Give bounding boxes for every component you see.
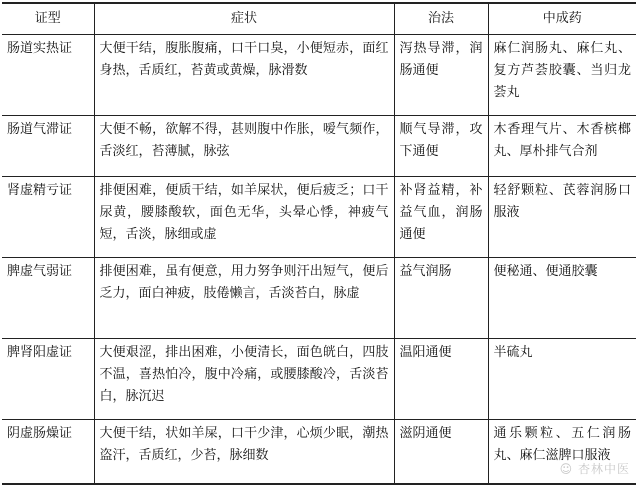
cell-syndrome-type: 肠道气滞证 — [2, 115, 94, 176]
cell-treatment: 温阳通便 — [394, 338, 488, 419]
cell-treatment: 顺气导滞，攻下通便 — [394, 115, 488, 176]
cell-syndrome-type: 脾肾阳虚证 — [2, 338, 94, 419]
header-medicine: 中成药 — [488, 3, 636, 35]
table-row — [2, 419, 636, 484]
table-row — [2, 35, 636, 116]
cell-syndrome-type: 肠道实热证 — [2, 35, 94, 116]
cell-treatment: 滋阴通便 — [394, 419, 488, 484]
table-row — [2, 176, 636, 257]
header-syndrome-type: 证型 — [2, 3, 94, 35]
cell-medicine: 通乐颗粒、五仁润肠丸、麻仁滋脾口服液 — [488, 419, 636, 484]
cell-medicine: 轻舒颗粒、芪蓉润肠口服液 — [488, 176, 636, 257]
cell-treatment: 补肾益精，补益气血，润肠通便 — [394, 176, 488, 257]
cell-medicine: 木香理气片、木香槟榔丸、厚朴排气合剂 — [488, 115, 636, 176]
cell-symptoms: 排便困难，虽有便意，用力努争则汗出短气，便后乏力，面白神疲，肢倦懒言，舌淡苔白，脉虚 — [94, 257, 394, 338]
table-row — [2, 257, 636, 338]
header-symptoms: 症状 — [94, 3, 394, 35]
table-header-row — [2, 3, 636, 35]
cell-medicine: 麻仁润肠丸、麻仁丸、复方芦荟胶囊、当归龙荟丸 — [488, 35, 636, 116]
cell-symptoms: 大便不畅，欲解不得，甚则腹中作胀，嗳气频作，舌淡红，苔薄腻，脉弦 — [94, 115, 394, 176]
cell-symptoms: 排便困难，便质干结，如羊屎状，便后疲乏；口干尿黄，腰膝酸软，面色无华，头晕心悸，神疲气短，舌淡，脉细或虚 — [94, 176, 394, 257]
syndrome-table — [2, 2, 636, 485]
header-treatment: 治法 — [394, 3, 488, 35]
cell-medicine: 半硫丸 — [488, 338, 636, 419]
cell-symptoms: 大便艰涩，排出困难，小便清长，面色㿠白，四肢不温，喜热怕冷，腹中冷痛，或腰膝酸冷，舌淡苔白，脉沉迟 — [94, 338, 394, 419]
watermark: ☺ 杏林中医 — [559, 462, 630, 476]
cell-medicine: 便秘通、便通胶囊 — [488, 257, 636, 338]
cell-syndrome-type: 肾虚精亏证 — [2, 176, 94, 257]
cell-symptoms: 大便干结，状如羊屎，口干少津，心烦少眠，潮热盗汗，舌质红，少苔，脉细数 — [94, 419, 394, 484]
table-row — [2, 115, 636, 176]
cell-syndrome-type: 阴虚肠燥证 — [2, 419, 94, 484]
cell-syndrome-type: 脾虚气弱证 — [2, 257, 94, 338]
cell-treatment: 泻热导滞，润肠通便 — [394, 35, 488, 116]
table-row — [2, 338, 636, 419]
cell-treatment: 益气润肠 — [394, 257, 488, 338]
cell-symptoms: 大便干结，腹胀腹痛，口干口臭，小便短赤，面红身热，舌质红，苔黄或黄燥，脉滑数 — [94, 35, 394, 116]
